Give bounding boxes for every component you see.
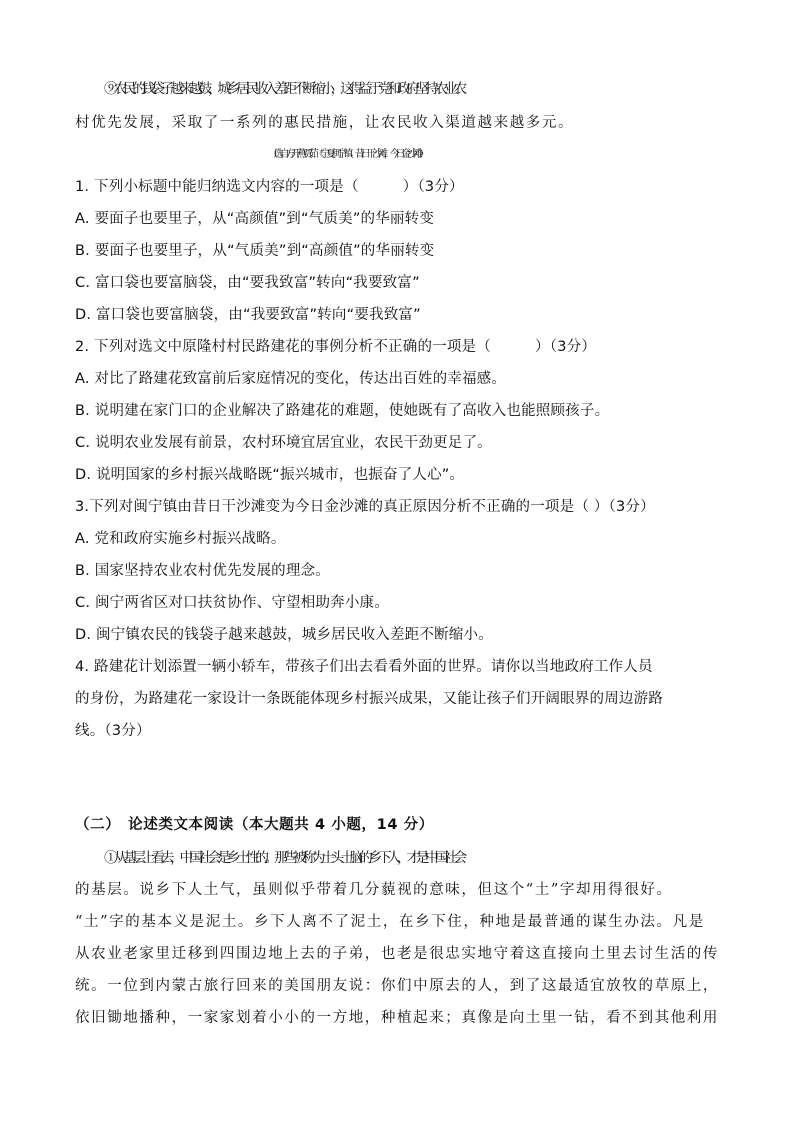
question-2-option-b: B. 说明建在家门口的企业解决了路建花的难题，使她既有了高收入也能照顾孩子。 — [75, 403, 610, 419]
section-2-paragraph-line-2: 的基层。说乡下人土气，虽则似乎带着几分藐视的意味，但这个“土”字却用得很好。 — [75, 882, 673, 898]
question-2-option-a: A. 对比了路建花致富前后家庭情况的变化，传达出百姓的幸福感。 — [75, 371, 507, 387]
passage-paragraph-9-line-1: ⑨农民的钱袋子越来越鼓，城乡居民收入差距不断缩小，这得益于党和政府坚持农业农 — [104, 81, 463, 97]
question-3-option-b: B. 国家坚持农业农村优先发展的理念。 — [75, 563, 330, 579]
question-3-option-d: D. 闽宁镇农民的钱袋子越来越鼓，城乡居民收入差距不断缩小。 — [75, 627, 493, 643]
section-2-heading: （二） 论述类文本阅读（本大题共 4 小题，14 分） — [75, 817, 434, 833]
question-1-option-b: B. 要面子也要里子，从“气质美”到“高颜值”的华丽转变 — [75, 243, 435, 259]
section-2-paragraph-line-6: 依旧锄地播种，一家家划着小小的一方地，种植起来；真像是向土里一钻，看不到其他利用 — [75, 1010, 719, 1026]
question-1-option-c: C. 富口袋也要富脑袋，由“要我致富”转向“我要致富” — [75, 275, 420, 291]
question-3-option-c: C. 闽宁两省区对口扶贫协作、守望相助奔小康。 — [75, 595, 389, 611]
question-1-option-a: A. 要面子也要里子，从“高颜值”到“气质美”的华丽转变 — [75, 211, 435, 227]
section-2-paragraph-line-1: ①从基层上看去，中国社会是乡土性的。那些被称为土头土脑的乡下人，才是中国社会 — [104, 850, 463, 866]
question-4-line-1: 4. 路建花计划添置一辆小轿车，带孩子们出去看看外面的世界。请你以当地政府工作人员 — [75, 659, 653, 675]
question-3-stem: 3.下列对闽宁镇由昔日干沙滩变为今日金沙滩的真正原因分析不正确的一项是（ ）（3分） — [75, 499, 655, 515]
question-4-line-3: 线。（3分） — [75, 723, 151, 739]
section-2-paragraph-line-4: 从农业老家里迁移到四围边地上去的子弟，也老是很忠实地守着这直接向土里去讨生活的传 — [75, 946, 719, 962]
section-2-paragraph-line-5: 统。一位到内蒙古旅行回来的美国朋友说：你们中原去的人，到了这最适宜放牧的草原上， — [75, 978, 719, 994]
passage-paragraph-9-line-2: 村优先发展，采取了一系列的惠民措施，让农民收入渠道越来越多元。 — [75, 115, 575, 131]
question-3-option-a: A. 党和政府实施乡村振兴战略。 — [75, 531, 286, 547]
question-1-option-d: D. 富口袋也要富脑袋，由“我要致富”转向“要我致富” — [75, 307, 421, 323]
question-2-option-c: C. 说明农业发展有前景，农村环境宜居宜业，农民干劲更足了。 — [75, 435, 492, 451]
question-1-stem: 1. 下列小标题中能归纳选文内容的一项是（ ）（3分） — [75, 179, 464, 195]
section-2-paragraph-line-3: “土”字的基本义是泥土。乡下人离不了泥土，在乡下住，种地是最普通的谋生办法。凡是 — [75, 914, 705, 930]
question-4-line-2: 的身份，为路建花一家设计一条既能体现乡村振兴成果，又能让孩子们开阔眼界的周边游路 — [75, 691, 663, 707]
question-2-stem: 2. 下列对选文中原隆村村民路建花的事例分析不正确的一项是（ ）（3分） — [75, 339, 597, 355]
question-2-option-d: D. 说明国家的乡村振兴战略既“振兴城市，也振奋了人心”。 — [75, 467, 465, 483]
passage-source-citation: （选自方开燕贾茹《宁夏闽宁镇：昔日干沙滩，今日金沙滩》） — [268, 149, 425, 160]
